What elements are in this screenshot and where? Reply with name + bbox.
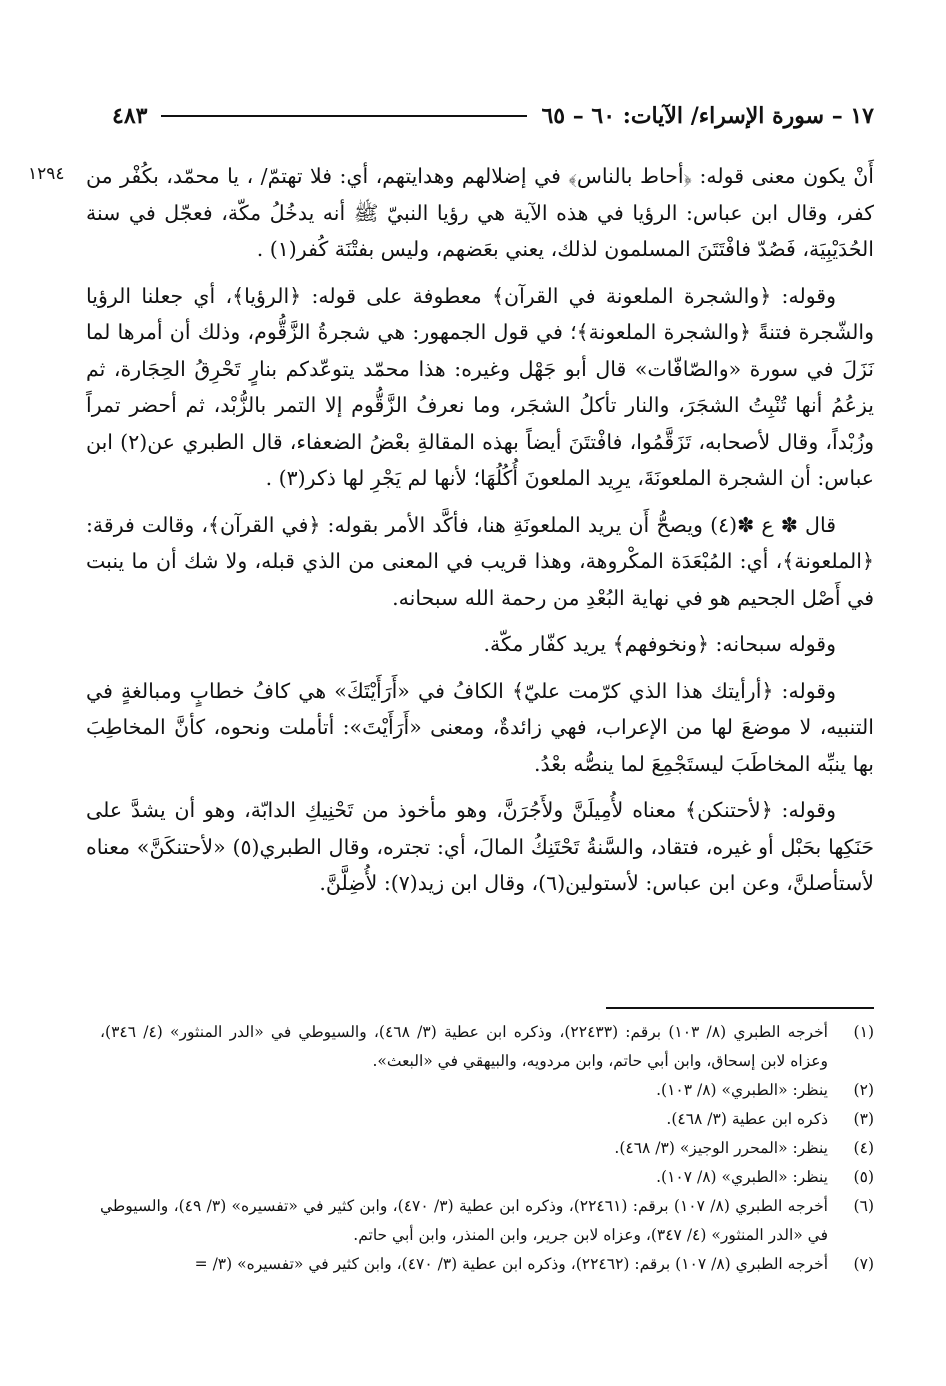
- paragraph: وقوله سبحانه: ﴿ونخوفهم﴾ يريد كفّار مكّة.: [483, 632, 836, 656]
- footnote-text: أخرجه الطبري (٨/ ١٠٣) برقم: (٢٢٤٣٣)، وذكره ابن عطية (٣/ ٤٦٨)، والسيوطي في «الدر المنثور» (٤/ ٣٤٦)، وعزاه لابن إسحاق، وابن أبي حاتم، وابن مردويه، والبيهقي في «البعث».: [100, 1023, 828, 1070]
- surah-title: ١٧ – سورة الإسراء/ الآيات: ٦٠ – ٦٥: [541, 103, 874, 129]
- footnote-number: (٢): [853, 1081, 874, 1099]
- footnote: [100, 1192, 874, 1250]
- footnote: [100, 1105, 874, 1134]
- footnote: [100, 1163, 874, 1192]
- main-text: [86, 158, 874, 912]
- footnote-number: (١): [853, 1023, 874, 1041]
- footnote-text: أخرجه الطبري (٨/ ١٠٧) برقم: (٢٢٤٦٢)، وذكره ابن عطية (٣/ ٤٧٠)، وابن كثير في «تفسيره» (٣/ =: [194, 1255, 828, 1273]
- footnotes: [100, 1018, 874, 1279]
- footnote-separator: [606, 1007, 874, 1009]
- page-number: ٤٨٣: [112, 103, 148, 129]
- running-header: [112, 96, 874, 136]
- footnote-text: ينظر: «المحرر الوجيز» (٣/ ٤٦٨).: [614, 1139, 828, 1157]
- footnote: [100, 1250, 874, 1279]
- header-rule: [161, 115, 527, 117]
- paragraph: وقوله: ﴿لأحتنكن﴾ معناه لأُمِيلَنَّ ولأَجُرَنَّ، وهو مأخوذ من تَحْنِيكِ الدابّة، وهو أن يشدَّ على حَنَكِها بحَبْل أو غيره، فتقاد، والسَّنةُ تَحْتَنِكُ المالَ، أي: تجتره، وقال الطبري(٥) «لأحتنكَنَّ» معناه لأستأصلنَّ، وعن ابن عباس: لأستولين(٦)، وقال ابن زيد(٧): لأُضِلَّنَّ.: [86, 798, 874, 895]
- footnote: [100, 1018, 874, 1076]
- footnote-number: (٤): [853, 1139, 874, 1157]
- footnote: [100, 1134, 874, 1163]
- footnote-number: (٥): [853, 1168, 874, 1186]
- footnote-text: ينظر: «الطبري» (٨/ ١٠٣).: [656, 1081, 828, 1099]
- paragraph: أَنْ يكون معنى قوله: ﴿أحاط بالناس﴾ في إضلالهم وهدايتهم، أي: فلا تهتمّ/ ، يا محمّد، بكُفْر من كفر، وقال ابن عباس: الرؤيا في هذه الآية هي رؤيا النبيّ ﷺ أنه يدخُلُ مكّة، فعجّل في سنة الحُدَيْبِيَة، فَصُدّ فافْتَتَنَ المسلمون لذلك، يعني بعَضهم، وليس بفتْنَة كُفر(١) .: [86, 164, 874, 261]
- footnote-number: (٦): [853, 1197, 874, 1215]
- paragraph: وقوله: ﴿والشجرة الملعونة في القرآن﴾ معطوفة على قوله: ﴿الرؤيا﴾، أي جعلنا الرؤيا والشّجرة فتنةً ﴿والشجرة الملعونة﴾؛ في قول الجمهور: هي شجرةُ الزَّقُّوم، وذلك أن أمرها لما نَزَلَ في سورة «والصّافّات» قال أبو جَهْل وغيره: هذا محمّد يتوعّدكم بنارٍ تَحْرِقُ الحِجَارة، ثم يزعُمُ أنها تُنْبِتُ الشجَرَ، والنار تأكلُ الشجَر، وما نعرفُ الزَّقُّوم إلا التمر بالزُّبْد، ثم أحضر تمراً وزُبْداً، وقال لأصحابه، تَزَقَّمُوا، فافْتتَنَ أيضاً بهذه المقالةِ بعْضُ الضعفاء، قال الطبري عن(٢) ابن عباس: أن الشجرة الملعونَةَ، يرِيد الملعونَ أُكُلُهَا؛ لأنها لم يَجْرِ لها ذكر(٣) .: [86, 283, 874, 490]
- paragraph: وقوله: ﴿أرأيتك هذا الذي كرّمت عليّ﴾ الكافُ في «أَرَأَيْتَكَ» هي كافُ خطابٍ ومبالغةٍ في التنبيه، لا موضعَ لها من الإعراب، فهي زائدةٌ، ومعنى «أَرَأَيْتَ»: أتأملت ونحوه، كأنَّ المخاطِبَ بها ينبِّه المخاطَبَ ليستَجْمِعَ لما ينصُّه بعْدُ.: [86, 678, 874, 776]
- footnote-text: أخرجه الطبري (٨/ ١٠٧) برقم: (٢٢٤٦١)، وذكره ابن عطية (٣/ ٤٧٠)، وابن كثير في «تفسيره» (٣/ ٤٩)، والسيوطي في «الدر المنثور» (٤/ ٣٤٧)، وعزاه لابن جرير، وابن المنذر، وابن أبي حاتم.: [100, 1197, 828, 1244]
- footnote-text: ينظر: «الطبري» (٨/ ١٠٧).: [656, 1168, 828, 1186]
- footnote-number: (٣): [853, 1110, 874, 1128]
- footnote: [100, 1076, 874, 1105]
- footnote-text: ذكره ابن عطية (٣/ ٤٦٨).: [666, 1110, 828, 1128]
- footnote-number: (٧): [853, 1255, 874, 1273]
- manuscript-page-marker: ١٢٩٤: [28, 164, 65, 184]
- paragraph: قال ✽ ع ✽(٤) ويصحُّ أَن يريد الملعونَةِ هنا، فأكَّد الأمر بقوله: ﴿في القرآن﴾، وقالت فرقة: ﴿الملعونة﴾، أي: المُبْعَدَة المكْروهة، وهذا قريب في المعنى من الذي قبله، ولا شك أن ما ينبت في أَصْل الجحيم هو في نهاية البُعْدِ من رحمة الله سبحانه.: [86, 512, 874, 610]
